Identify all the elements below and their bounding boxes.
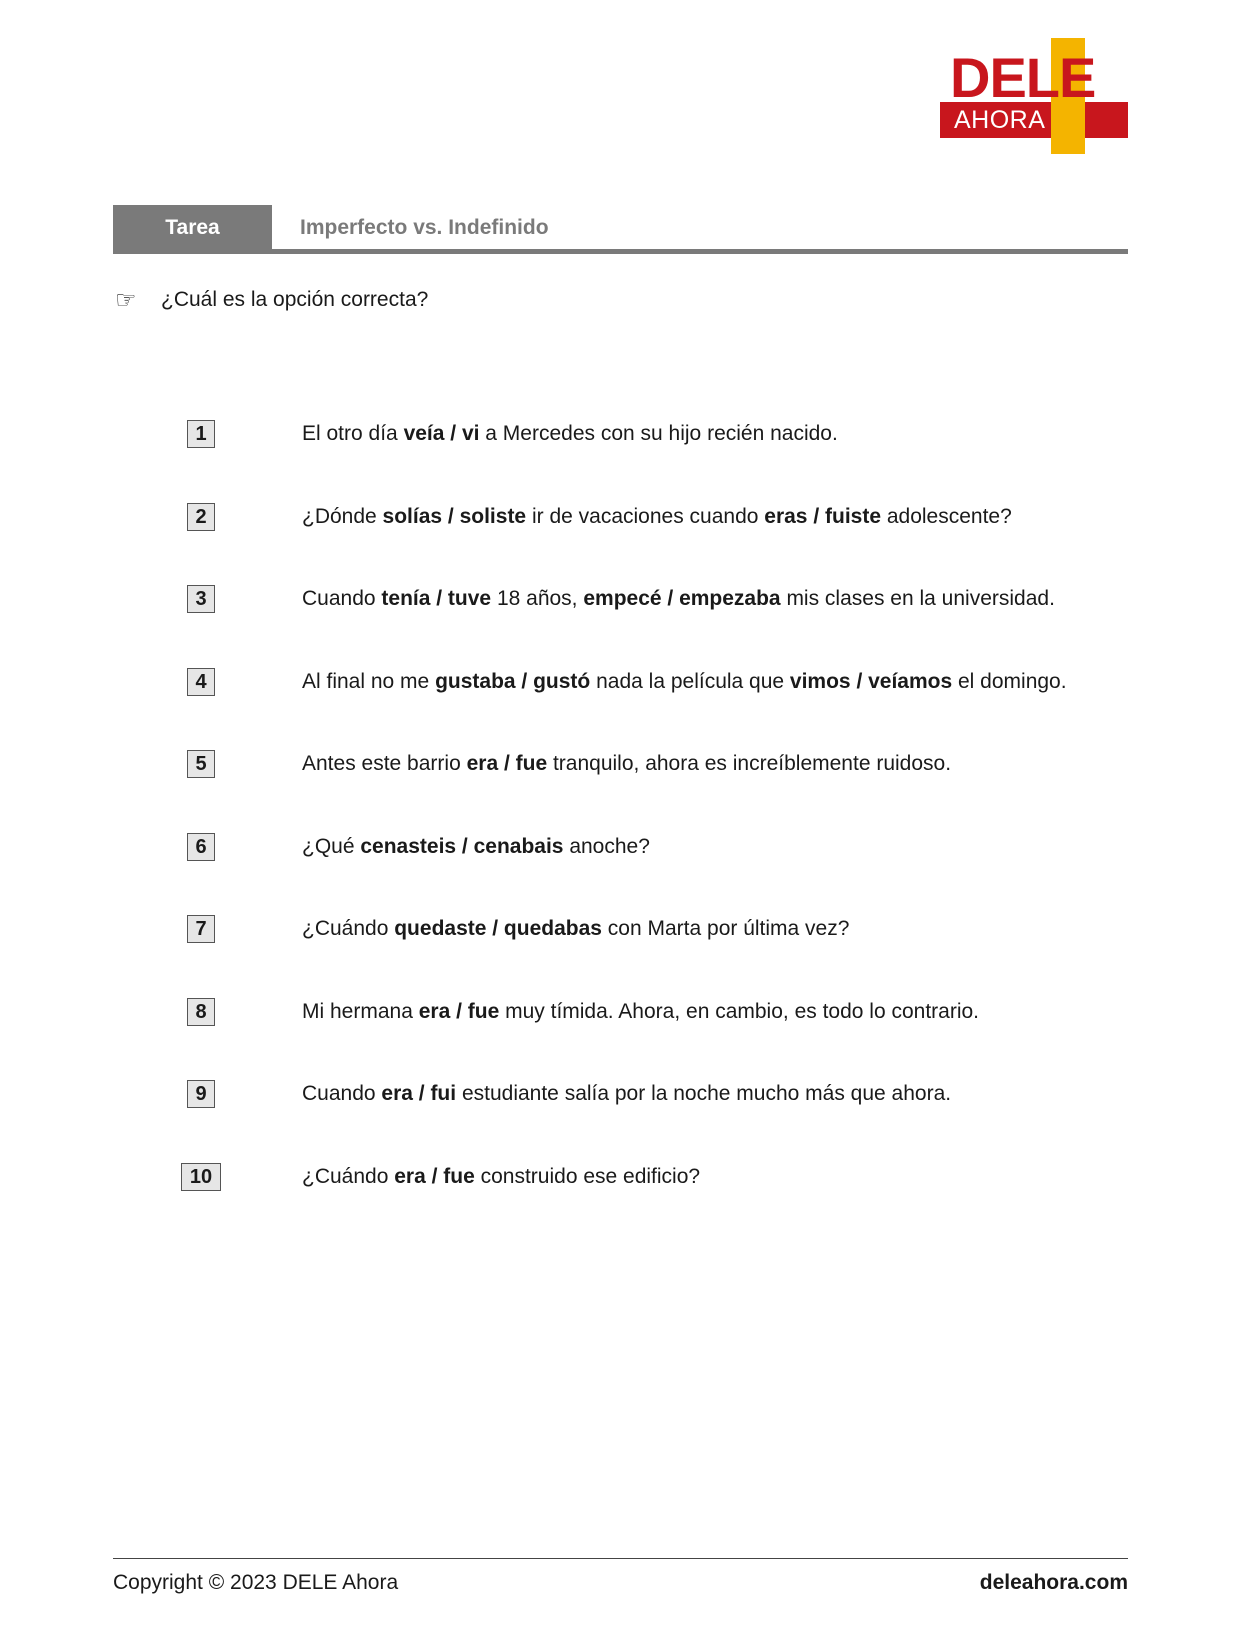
- question-number-badge: 6: [187, 833, 215, 861]
- sentence-fragment: ir de vacaciones cuando: [526, 505, 765, 528]
- verb-options: cenasteis / cenabais: [360, 835, 564, 858]
- question-number-badge: 9: [187, 1080, 215, 1108]
- sentence-fragment: Cuando: [302, 1082, 382, 1105]
- question-number-badge: 8: [187, 998, 215, 1026]
- verb-options: solías / soliste: [382, 505, 527, 528]
- sentence-fragment: con Marta por última vez?: [601, 917, 850, 940]
- question-sentence: [302, 992, 979, 1032]
- dele-ahora-logo: [940, 36, 1128, 156]
- question-sentence: [302, 497, 1012, 537]
- sentence-fragment: ¿Dónde: [302, 505, 383, 528]
- pointing-hand-icon: ☞: [115, 286, 137, 314]
- question-sentence: [302, 662, 1067, 702]
- verb-options: era / fue: [466, 752, 548, 775]
- verb-options: quedaste / quedabas: [394, 917, 602, 940]
- question-row: [0, 909, 1241, 949]
- question-sentence: [302, 1157, 700, 1197]
- question-row: [0, 497, 1241, 537]
- sentence-fragment: mis clases en la universidad.: [780, 587, 1055, 610]
- question-number-badge: 2: [187, 503, 215, 531]
- verb-options: era / fue: [394, 1165, 475, 1188]
- question-row: [0, 827, 1241, 867]
- header-divider: [113, 249, 1128, 254]
- question-number-badge: 1: [187, 420, 215, 448]
- sentence-fragment: muy tímida. Ahora, en cambio, es todo lo contrario.: [499, 1000, 980, 1023]
- sentence-fragment: ¿Cuándo: [302, 1165, 395, 1188]
- instruction: [115, 283, 428, 317]
- question-number-badge: 4: [187, 668, 215, 696]
- question-sentence: [302, 1074, 951, 1114]
- sentence-fragment: ¿Qué: [302, 835, 361, 858]
- footer-divider: [113, 1558, 1128, 1559]
- sentence-fragment: El otro día: [302, 422, 404, 445]
- sentence-fragment: nada la película que: [590, 670, 790, 693]
- question-row: [0, 1157, 1241, 1197]
- task-header: [113, 205, 1128, 253]
- question-sentence: [302, 744, 951, 784]
- question-sentence: [302, 827, 650, 867]
- question-number-badge: 10: [181, 1163, 221, 1191]
- sentence-fragment: Mi hermana: [302, 1000, 419, 1023]
- logo-word-ahora: AHORA: [954, 106, 1046, 134]
- question-number-badge: 7: [187, 915, 215, 943]
- logo-word-dele: DELE: [950, 46, 1096, 109]
- verb-options: empecé / empezaba: [583, 587, 781, 610]
- sentence-fragment: ¿Cuándo: [302, 917, 395, 940]
- sentence-fragment: estudiante salía por la noche mucho más que ahora.: [456, 1082, 952, 1105]
- verb-options: era / fue: [418, 1000, 500, 1023]
- sentence-fragment: Antes este barrio: [302, 752, 467, 775]
- question-number-badge: 5: [187, 750, 215, 778]
- question-row: [0, 662, 1241, 702]
- instruction-text: ¿Cuál es la opción correcta?: [161, 288, 429, 311]
- verb-options: era / fui: [381, 1082, 457, 1105]
- sentence-fragment: 18 años,: [491, 587, 584, 610]
- task-label: Tarea: [113, 205, 272, 250]
- question-sentence: [302, 579, 1055, 619]
- question-number-badge: 3: [187, 585, 215, 613]
- verb-options: vimos / veíamos: [789, 670, 953, 693]
- question-sentence: [302, 909, 849, 949]
- question-row: [0, 579, 1241, 619]
- verb-options: tenía / tuve: [381, 587, 492, 610]
- sentence-fragment: a Mercedes con su hijo recién nacido.: [479, 422, 838, 445]
- sentence-fragment: Cuando: [302, 587, 382, 610]
- task-title: Imperfecto vs. Indefinido: [300, 216, 549, 239]
- verb-options: eras / fuiste: [764, 505, 882, 528]
- footer-site-link[interactable]: deleahora.com: [979, 1571, 1128, 1594]
- sentence-fragment: el domingo.: [952, 670, 1067, 693]
- footer-copyright: Copyright © 2023 DELE Ahora: [113, 1571, 399, 1594]
- question-row: [0, 414, 1241, 454]
- sentence-fragment: anoche?: [563, 835, 650, 858]
- verb-options: veía / vi: [403, 422, 480, 445]
- question-row: [0, 992, 1241, 1032]
- question-sentence: [302, 414, 838, 454]
- sentence-fragment: adolescente?: [881, 505, 1012, 528]
- verb-options: gustaba / gustó: [435, 670, 591, 693]
- question-row: [0, 1074, 1241, 1114]
- sentence-fragment: tranquilo, ahora es increíblemente ruidoso.: [547, 752, 952, 775]
- sentence-fragment: construido ese edificio?: [474, 1165, 701, 1188]
- sentence-fragment: Al final no me: [302, 670, 436, 693]
- question-row: [0, 744, 1241, 784]
